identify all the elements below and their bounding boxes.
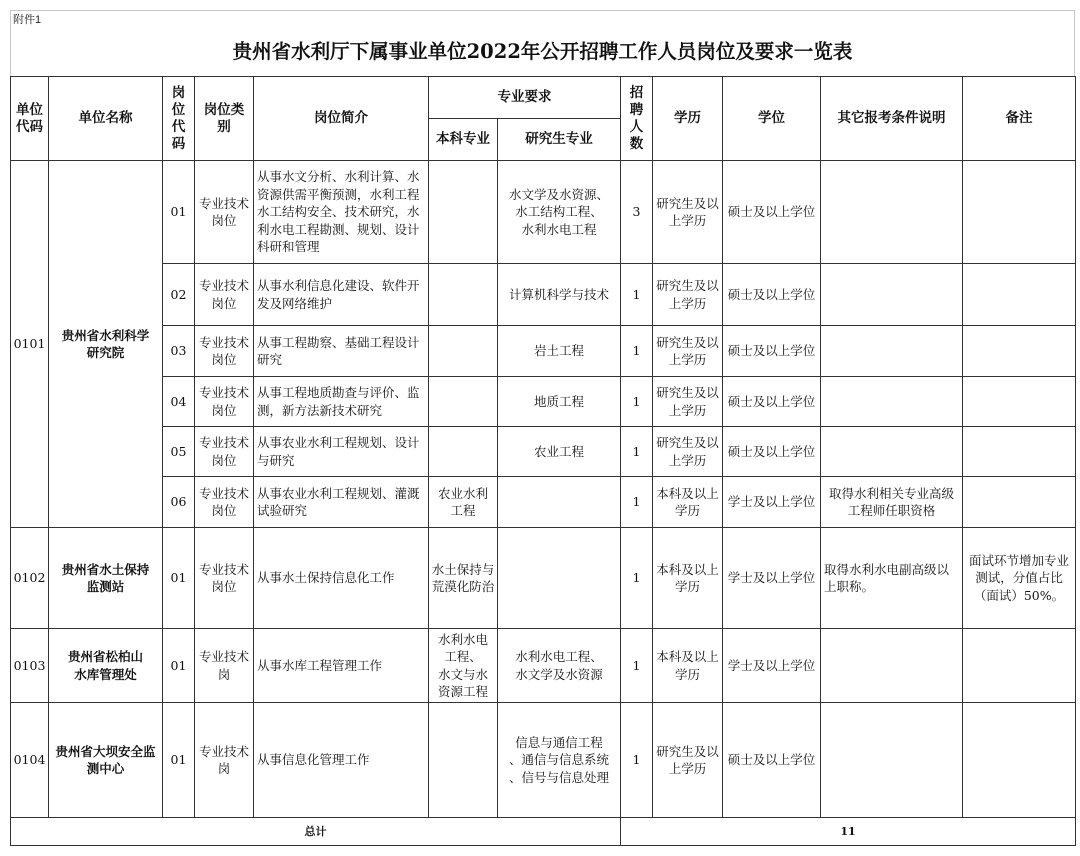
total-label: 总计 bbox=[11, 818, 621, 846]
table-row bbox=[11, 528, 1076, 629]
header-row bbox=[11, 77, 1076, 119]
undergraduate-major-cell: 水土保持与 荒漠化防治 bbox=[429, 528, 498, 629]
remarks-cell bbox=[963, 629, 1076, 703]
post-category-cell: 专业技术 岗 bbox=[195, 629, 254, 703]
recruit-count-cell: 1 bbox=[621, 629, 653, 703]
header-degree: 学位 bbox=[723, 77, 821, 161]
unit-code-cell: 0103 bbox=[11, 629, 49, 703]
graduate-major-cell: 信息与通信工程 、通信与信息系统 、信号与信息处理 bbox=[498, 703, 621, 818]
remarks-cell bbox=[963, 427, 1076, 477]
header-unit-name: 单位名称 bbox=[49, 77, 163, 161]
graduate-major-cell: 水利水电工程、 水文学及水资源 bbox=[498, 629, 621, 703]
recruit-count-cell: 1 bbox=[621, 427, 653, 477]
header-graduate-major: 研究生专业 bbox=[498, 119, 621, 161]
other-conditions-cell bbox=[821, 377, 963, 427]
other-conditions-cell bbox=[821, 326, 963, 377]
recruitment-table bbox=[10, 76, 1076, 846]
unit-code-cell: 0102 bbox=[11, 528, 49, 629]
education-cell: 本科及以上 学历 bbox=[653, 477, 723, 528]
degree-cell: 硕士及以上学位 bbox=[723, 703, 821, 818]
degree-cell: 硕士及以上学位 bbox=[723, 377, 821, 427]
post-description-cell: 从事农业水利工程规划、设计 与研究 bbox=[254, 427, 429, 477]
post-category-cell: 专业技术 岗位 bbox=[195, 528, 254, 629]
post-code-cell: 01 bbox=[163, 629, 195, 703]
table-row bbox=[11, 326, 1076, 377]
recruit-count-cell: 1 bbox=[621, 528, 653, 629]
undergraduate-major-cell bbox=[429, 326, 498, 377]
degree-cell: 硕士及以上学位 bbox=[723, 427, 821, 477]
undergraduate-major-cell: 农业水利 工程 bbox=[429, 477, 498, 528]
recruit-count-cell: 1 bbox=[621, 264, 653, 326]
remarks-cell bbox=[963, 703, 1076, 818]
recruit-count-cell: 3 bbox=[621, 161, 653, 264]
unit-code-cell: 0101 bbox=[11, 161, 49, 528]
post-code-cell: 03 bbox=[163, 326, 195, 377]
header-remarks: 备注 bbox=[963, 77, 1076, 161]
header-post-category: 岗位类 别 bbox=[195, 77, 254, 161]
post-description-cell: 从事工程勘察、基础工程设计 研究 bbox=[254, 326, 429, 377]
post-category-cell: 专业技术 岗 bbox=[195, 703, 254, 818]
graduate-major-cell: 农业工程 bbox=[498, 427, 621, 477]
remarks-cell bbox=[963, 326, 1076, 377]
total-count: 11 bbox=[621, 818, 1076, 846]
post-category-cell: 专业技术 岗位 bbox=[195, 326, 254, 377]
graduate-major-cell bbox=[498, 477, 621, 528]
post-category-cell: 专业技术 岗位 bbox=[195, 427, 254, 477]
other-conditions-cell bbox=[821, 629, 963, 703]
recruit-count-cell: 1 bbox=[621, 477, 653, 528]
other-conditions-cell: 取得水利相关专业高级 工程师任职资格 bbox=[821, 477, 963, 528]
header-other-conditions: 其它报考条件说明 bbox=[821, 77, 963, 161]
header-recruit-count: 招 聘 人 数 bbox=[621, 77, 653, 161]
post-category-cell: 专业技术 岗位 bbox=[195, 377, 254, 427]
remarks-cell: 面试环节增加专业 测试，分值占比 （面试）50%。 bbox=[963, 528, 1076, 629]
header-post-description: 岗位简介 bbox=[254, 77, 429, 161]
table-row bbox=[11, 629, 1076, 703]
post-code-cell: 02 bbox=[163, 264, 195, 326]
graduate-major-cell: 水文学及水资源、 水工结构工程、 水利水电工程 bbox=[498, 161, 621, 264]
unit-code-cell: 0104 bbox=[11, 703, 49, 818]
undergraduate-major-cell bbox=[429, 264, 498, 326]
graduate-major-cell: 地质工程 bbox=[498, 377, 621, 427]
post-code-cell: 04 bbox=[163, 377, 195, 427]
education-cell: 研究生及以 上学历 bbox=[653, 377, 723, 427]
table-row bbox=[11, 377, 1076, 427]
post-description-cell: 从事水土保持信息化工作 bbox=[254, 528, 429, 629]
header-undergraduate-major: 本科专业 bbox=[429, 119, 498, 161]
education-cell: 本科及以上 学历 bbox=[653, 528, 723, 629]
recruit-count-cell: 1 bbox=[621, 326, 653, 377]
attachment-label: 附件1 bbox=[13, 14, 42, 26]
post-description-cell: 从事水文分析、水利计算、水 资源供需平衡预测，水利工程 水工结构安全、技术研究，水 利水电工程勘测、规划、设计 科研和管理 bbox=[254, 161, 429, 264]
undergraduate-major-cell bbox=[429, 161, 498, 264]
post-description-cell: 从事农业水利工程规划、灌溉 试验研究 bbox=[254, 477, 429, 528]
education-cell: 本科及以上 学历 bbox=[653, 629, 723, 703]
education-cell: 研究生及以 上学历 bbox=[653, 427, 723, 477]
graduate-major-cell: 岩土工程 bbox=[498, 326, 621, 377]
table-row bbox=[11, 703, 1076, 818]
post-category-cell: 专业技术 岗位 bbox=[195, 161, 254, 264]
post-code-cell: 01 bbox=[163, 703, 195, 818]
total-row bbox=[11, 818, 1076, 846]
unit-name-cell: 贵州省松柏山 水库管理处 bbox=[49, 629, 163, 703]
page-title: 贵州省水利厅下属事业单位2022年公开招聘工作人员岗位及要求一览表 bbox=[232, 40, 853, 63]
degree-cell: 硕士及以上学位 bbox=[723, 326, 821, 377]
header-education: 学历 bbox=[653, 77, 723, 161]
degree-cell: 硕士及以上学位 bbox=[723, 264, 821, 326]
unit-name-cell: 贵州省水土保持 监测站 bbox=[49, 528, 163, 629]
degree-cell: 学士及以上学位 bbox=[723, 528, 821, 629]
graduate-major-cell bbox=[498, 528, 621, 629]
undergraduate-major-cell bbox=[429, 427, 498, 477]
post-category-cell: 专业技术 岗位 bbox=[195, 477, 254, 528]
post-code-cell: 01 bbox=[163, 528, 195, 629]
degree-cell: 学士及以上学位 bbox=[723, 477, 821, 528]
education-cell: 研究生及以 上学历 bbox=[653, 326, 723, 377]
recruit-count-cell: 1 bbox=[621, 377, 653, 427]
remarks-cell bbox=[963, 377, 1076, 427]
education-cell: 研究生及以 上学历 bbox=[653, 264, 723, 326]
other-conditions-cell bbox=[821, 264, 963, 326]
education-cell: 研究生及以 上学历 bbox=[653, 703, 723, 818]
post-description-cell: 从事工程地质勘查与评价、监 测，新方法新技术研究 bbox=[254, 377, 429, 427]
document-header bbox=[10, 10, 1075, 76]
post-code-cell: 05 bbox=[163, 427, 195, 477]
degree-cell: 学士及以上学位 bbox=[723, 629, 821, 703]
post-description-cell: 从事水利信息化建设、软件开 发及网络维护 bbox=[254, 264, 429, 326]
post-code-cell: 01 bbox=[163, 161, 195, 264]
header-unit-code: 单位 代码 bbox=[11, 77, 49, 161]
table-row bbox=[11, 264, 1076, 326]
remarks-cell bbox=[963, 477, 1076, 528]
other-conditions-cell bbox=[821, 427, 963, 477]
post-description-cell: 从事信息化管理工作 bbox=[254, 703, 429, 818]
table-row bbox=[11, 427, 1076, 477]
other-conditions-cell bbox=[821, 703, 963, 818]
unit-name-cell: 贵州省大坝安全监 测中心 bbox=[49, 703, 163, 818]
table-row bbox=[11, 161, 1076, 264]
header-post-code: 岗 位 代 码 bbox=[163, 77, 195, 161]
undergraduate-major-cell bbox=[429, 377, 498, 427]
other-conditions-cell bbox=[821, 161, 963, 264]
other-conditions-cell: 取得水利水电副高级以 上职称。 bbox=[821, 528, 963, 629]
graduate-major-cell: 计算机科学与技术 bbox=[498, 264, 621, 326]
remarks-cell bbox=[963, 264, 1076, 326]
undergraduate-major-cell: 水利水电 工程、 水文与水 资源工程 bbox=[429, 629, 498, 703]
undergraduate-major-cell bbox=[429, 703, 498, 818]
post-code-cell: 06 bbox=[163, 477, 195, 528]
table-row bbox=[11, 477, 1076, 528]
header-major-requirements: 专业要求 bbox=[429, 77, 621, 119]
degree-cell: 硕士及以上学位 bbox=[723, 161, 821, 264]
post-description-cell: 从事水库工程管理工作 bbox=[254, 629, 429, 703]
remarks-cell bbox=[963, 161, 1076, 264]
recruit-count-cell: 1 bbox=[621, 703, 653, 818]
unit-name-cell: 贵州省水利科学 研究院 bbox=[49, 161, 163, 528]
education-cell: 研究生及以 上学历 bbox=[653, 161, 723, 264]
post-category-cell: 专业技术 岗位 bbox=[195, 264, 254, 326]
